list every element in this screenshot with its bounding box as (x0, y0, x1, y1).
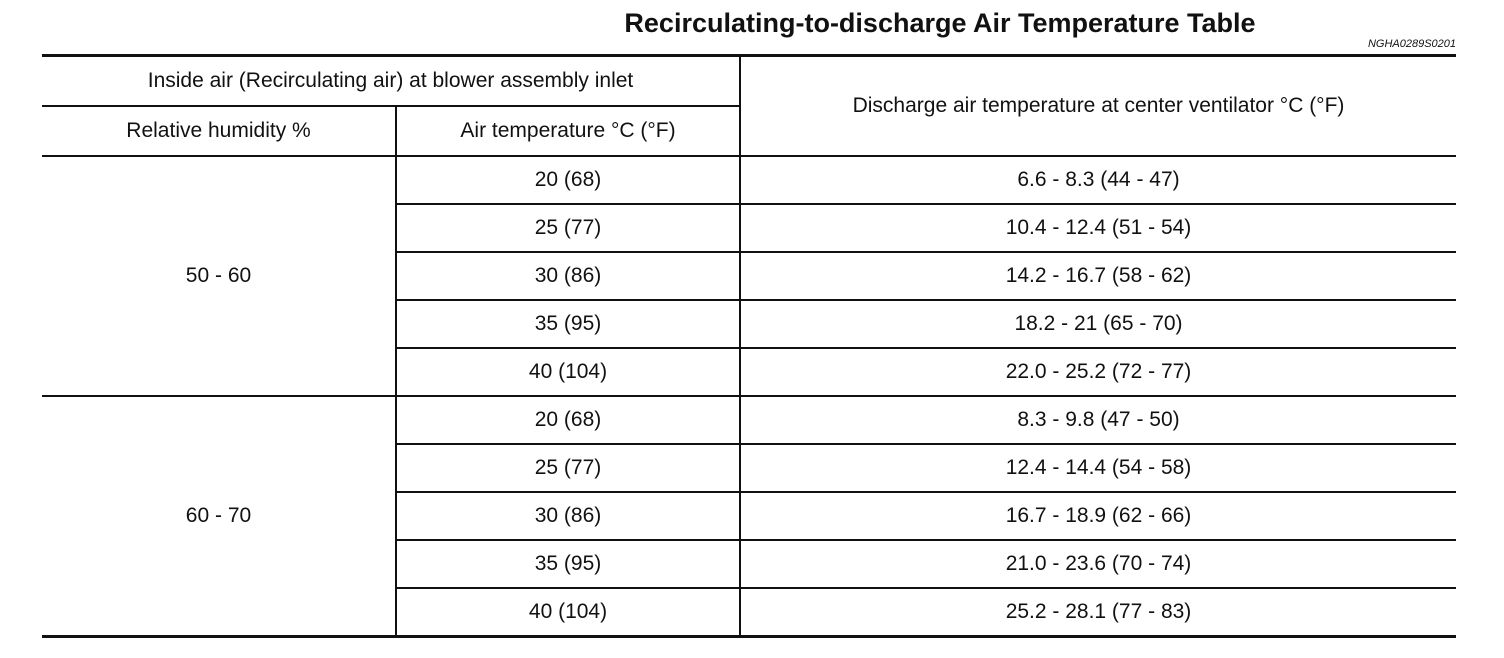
discharge-cell: 18.2 - 21 (65 - 70) (740, 300, 1456, 348)
inside-air-header: Inside air (Recirculating air) at blower assembly inlet (42, 56, 740, 107)
table-title: Recirculating-to-discharge Air Temperature Table (624, 8, 1256, 38)
discharge-header: Discharge air temperature at center ventilator °C (°F) (740, 56, 1456, 157)
table-row (42, 156, 1456, 204)
document-code: NGHA0289S0201 (1367, 38, 1456, 50)
table-body (42, 156, 1456, 637)
discharge-cell: 10.4 - 12.4 (51 - 54) (740, 204, 1456, 252)
discharge-cell: 6.6 - 8.3 (44 - 47) (740, 156, 1456, 204)
air-temp-cell: 20 (68) (396, 156, 740, 204)
discharge-cell: 8.3 - 9.8 (47 - 50) (740, 396, 1456, 444)
air-temp-cell: 30 (86) (396, 492, 740, 540)
discharge-cell: 12.4 - 14.4 (54 - 58) (740, 444, 1456, 492)
air-temp-cell: 20 (68) (396, 396, 740, 444)
temperature-table (42, 54, 1456, 638)
discharge-cell: 16.7 - 18.9 (62 - 66) (740, 492, 1456, 540)
air-temp-cell: 35 (95) (396, 300, 740, 348)
air-temp-cell: 35 (95) (396, 540, 740, 588)
page-title (0, 8, 1504, 39)
air-temp-cell: 40 (104) (396, 348, 740, 396)
discharge-cell: 14.2 - 16.7 (58 - 62) (740, 252, 1456, 300)
discharge-cell: 25.2 - 28.1 (77 - 83) (1005, 600, 1192, 623)
discharge-cell: 21.0 - 23.6 (70 - 74) (740, 540, 1456, 588)
humidity-header: Relative humidity % (42, 106, 396, 156)
discharge-cell: 22.0 - 25.2 (72 - 77) (740, 348, 1456, 396)
table-row (42, 396, 1456, 444)
air-temp-cell: 40 (104) (396, 588, 740, 637)
air-temp-cell: 25 (77) (396, 444, 740, 492)
air-temp-header: Air temperature °C (°F) (396, 106, 740, 156)
humidity-cell: 60 - 70 (42, 396, 396, 637)
air-temp-cell: 30 (86) (396, 252, 740, 300)
air-temp-cell: 25 (77) (396, 204, 740, 252)
humidity-cell: 50 - 60 (42, 156, 396, 396)
